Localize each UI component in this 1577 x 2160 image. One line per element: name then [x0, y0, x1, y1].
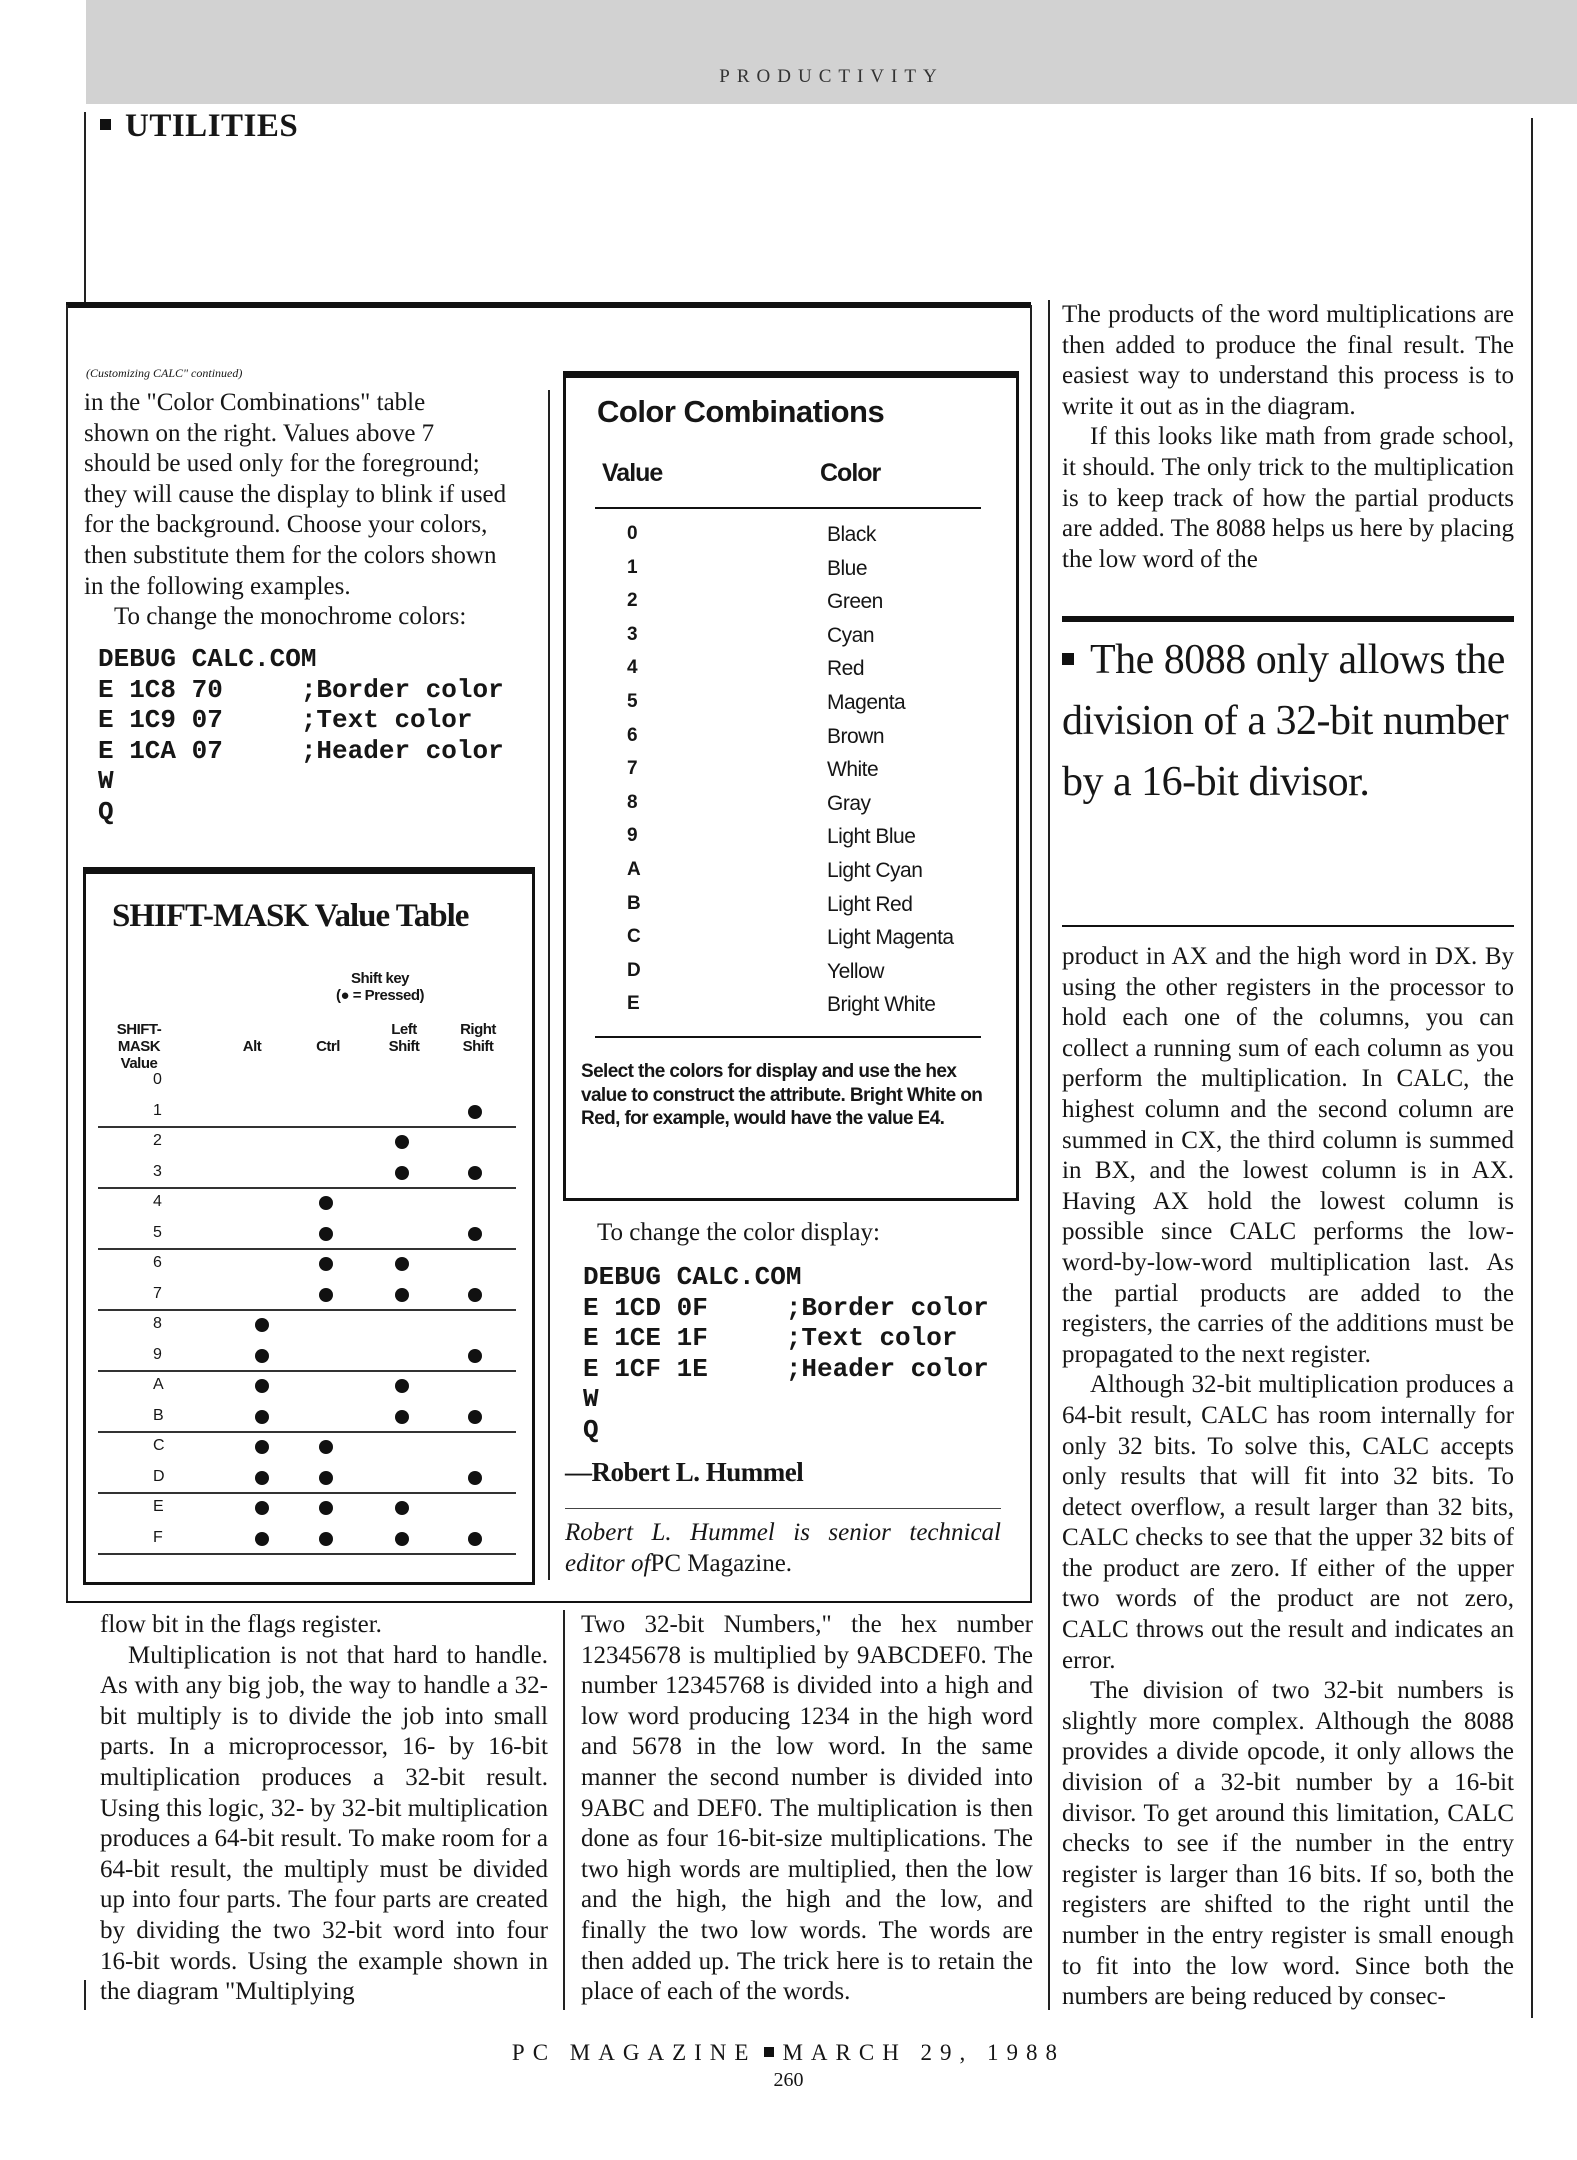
col-header-ctrl: Ctrl [316, 1038, 340, 1055]
bio-text: Robert L. Hummel is senior technical editor of [565, 1519, 1001, 1577]
pressed-dot-icon [468, 1288, 482, 1302]
paragraph: The division of two 32-bit numbers is slightly more complex. Although the 8088 provides a divide opcode, it only allows the division of a 32-bit number by a 16-bit divisor. To get around this limitation, CALC checks to see if the number in the entry register is larger than 16 bits. If so, both the registers are shifted to the right until the number in the entry register is small enough to fit into the low word. Since both the numbers are being reduced by consec- [1062, 1677, 1514, 2011]
color-intro: To change the color display: [597, 1219, 880, 1246]
pressed-dot-icon [255, 1379, 269, 1393]
code-line: W [583, 1384, 599, 1414]
page-number: 260 [773, 2069, 804, 2091]
color-table-row [590, 926, 1010, 960]
pressed-dot-icon [468, 1166, 482, 1180]
shift-mask-row [98, 1340, 516, 1371]
shift-mask-value: F [153, 1528, 163, 1546]
continued-label: (Customizing CALC" continued) [86, 366, 243, 380]
code-line: DEBUG CALC.COM [583, 1262, 802, 1292]
shift-mask-value: 9 [153, 1345, 162, 1363]
code-line: Q [583, 1414, 599, 1445]
shift-mask-row [98, 1065, 516, 1096]
color-table-header-rule [595, 507, 981, 509]
bio-publication: PC Magazine. [650, 1549, 793, 1577]
shift-mask-value: E [153, 1498, 164, 1515]
col-header-line: Shift [388, 1038, 420, 1055]
left-column-bottom [100, 1610, 548, 2008]
pressed-dot-icon [319, 1532, 333, 1546]
shift-mask-row [98, 1462, 516, 1493]
sidebar-bottom-rule [66, 1601, 1032, 1603]
group-header-line: (● = Pressed) [335, 987, 425, 1004]
color-name: Cyan [827, 623, 875, 647]
code-line: E 1C8 70 ;Border color [98, 674, 504, 705]
color-table-footer-rule [595, 1036, 981, 1038]
pressed-dot-icon [255, 1349, 269, 1363]
col-header-line: Shift [462, 1038, 494, 1055]
code-line: E 1CF 1E ;Header color [583, 1353, 989, 1384]
shift-mask-row [98, 1248, 516, 1279]
mono-intro: To change the monochrome colors: [114, 603, 467, 631]
shift-mask-row [98, 1157, 516, 1188]
pressed-dot-icon [319, 1471, 333, 1485]
color-value: 7 [627, 758, 638, 780]
shift-mask-row [98, 1309, 516, 1340]
color-name: Brown [827, 724, 885, 748]
author-signature: —Robert L. Hummel [565, 1457, 804, 1487]
color-value: 1 [627, 556, 638, 578]
pressed-dot-icon [319, 1440, 333, 1454]
shift-mask-value: 2 [153, 1132, 162, 1149]
color-table-row [590, 859, 1010, 893]
section-header-band [86, 0, 1577, 104]
pressed-dot-icon [319, 1227, 333, 1241]
shift-mask-row [98, 1187, 516, 1218]
pressed-dot-icon [468, 1349, 482, 1363]
sidebar-column-rule [548, 390, 550, 1580]
color-name: Blue [827, 556, 868, 580]
author-bio [565, 1518, 1001, 1579]
intro-line: shown on the right. Values above 7 [84, 419, 435, 447]
intro-line: for the background. Choose your colors, [84, 511, 488, 539]
bullet-square-icon [100, 119, 111, 130]
pressed-dot-icon [468, 1532, 482, 1546]
pressed-dot-icon [255, 1318, 269, 1332]
col-header-line: Left [391, 1021, 417, 1038]
shift-mask-value: C [153, 1437, 165, 1454]
mono-code-block [98, 644, 504, 827]
col-header-line: Right [460, 1021, 496, 1038]
code-line: E 1CE 1F ;Text color [583, 1323, 958, 1353]
sidebar-intro [84, 388, 516, 633]
shift-mask-row [98, 1126, 516, 1157]
color-table-header-value: Value [602, 459, 663, 487]
right-column-top [1062, 300, 1514, 575]
shift-mask-value: D [153, 1467, 165, 1485]
col-header-line: Value [120, 1055, 158, 1072]
paragraph: Two 32-bit Numbers," the hex number 12345678 is multiplied by 9ABCDEF0. The number 12345768 is divided into a high and low word producing 1234 in the high word and 5678 in the low word. In the same manner the second number is divided into 9ABC and DEF0. The multiplication is then done as four 16-bit-size multiplications. The two high words are multiplied, then the low and the high, the high and the low, and finally the two low words. The words are then added up. The trick here is to retain the place of each of the words. [581, 1611, 1033, 2006]
color-value: D [627, 959, 641, 981]
shift-key-group-header [300, 970, 460, 1004]
pressed-dot-icon [255, 1410, 269, 1424]
shift-mask-table-title: SHIFT-MASK Value Table [112, 898, 469, 934]
col-header-right-shift [453, 1021, 503, 1055]
shift-mask-group-rule [98, 1553, 516, 1555]
pull-quote [1062, 630, 1512, 813]
color-name: Light Blue [827, 825, 916, 849]
color-name: Green [827, 590, 883, 614]
pressed-dot-icon [395, 1501, 409, 1515]
intro-line: they will cause the display to blink if used [84, 480, 507, 508]
shift-mask-row [98, 1492, 516, 1523]
paragraph: Although 32-bit multiplication produces a 64-bit result, CALC has room internally for only 32 bits. To solve this, CALC accepts only results that will fit into 32 bits. To detect overflow, a result larger than 32 bits, CALC checks to see that the upper 32 bits of the product are zero. If either of the upper two words of the product are not zero, CALC throws out the result and indicates an error. [1062, 1371, 1514, 1674]
bullet-square-icon [1062, 653, 1074, 665]
group-header-line: Shift key [350, 970, 410, 987]
column-rule-middle [563, 1610, 565, 2010]
paragraph: If this looks like math from grade school, it should. The only trick to the multiplication is to keep track of how the partial products are added. The 8088 helps us here by placing the low word of the [1062, 423, 1514, 573]
color-table-row [590, 993, 1010, 1027]
color-value: 2 [627, 590, 638, 612]
paragraph: flow bit in the flags register. [100, 1611, 382, 1638]
color-table-row [590, 893, 1010, 927]
footer-magazine: PC MAGAZINE [511, 2040, 757, 2065]
paragraph: Multiplication is not that hard to handle. As with any big job, the way to handle a 32-bit multiply is to divide the job into small parts. In a microprocessor, 16- by 16-bit multiplication produces a 32-bit result. Using this logic, 32- by 32-bit multiplication produces a 64-bit result. To make room for a 64-bit result, the multiply must be divided up into four parts. The four parts are created by dividing the two 32-bit word into four 16-bit words. Using the example shown in the diagram "Multiplying [100, 1641, 548, 2006]
color-value: 5 [627, 691, 638, 712]
color-table-row [590, 960, 1010, 994]
pressed-dot-icon [468, 1105, 482, 1119]
col-header-alt: Alt [242, 1038, 262, 1055]
color-code-block [583, 1262, 989, 1445]
color-name: Gray [827, 791, 871, 815]
column-rule-left-bottom [84, 1980, 86, 2010]
pressed-dot-icon [255, 1440, 269, 1454]
color-table-row [590, 691, 1010, 725]
footer-date: MARCH 29, 1988 [782, 2040, 1066, 2065]
color-table-row [590, 657, 1010, 691]
intro-line: then substitute them for the colors shown [84, 541, 497, 569]
shift-mask-row [98, 1218, 516, 1249]
pressed-dot-icon [319, 1501, 333, 1515]
paragraph: product in AX and the high word in DX. By using the other registers in the processor to hold each one of the columns, you can collect a running sum of each column as you perform the multiplication. In CALC, the highest column and the second column are summed in CX, the third column is summed in BX, and the lowest column is in AX. Having AX hold the lowest column is possible since CALC performs the low-word-by-low-word multiplication last. As the partial products are added to the registers, the carries of the additions must be propagated to the next register. [1062, 943, 1514, 1368]
pull-quote-text: The 8088 only allows the division of a 32-bit number by a 16-bit divisor. [1062, 637, 1509, 805]
shift-mask-row [98, 1279, 516, 1310]
color-value: 6 [627, 724, 638, 746]
code-line: Q [98, 796, 114, 827]
shift-mask-value: 3 [153, 1162, 162, 1180]
pressed-dot-icon [255, 1471, 269, 1485]
pressed-dot-icon [395, 1379, 409, 1393]
sidebar-top-rule [66, 302, 1031, 308]
color-table-row [590, 758, 1010, 792]
code-line: W [98, 766, 114, 796]
section-title-text: UTILITIES [125, 108, 299, 144]
color-value: 8 [627, 791, 638, 813]
color-name: Yellow [827, 959, 884, 983]
pressed-dot-icon [319, 1196, 333, 1210]
color-value: B [627, 892, 641, 914]
shift-mask-value: 5 [153, 1223, 162, 1241]
color-value: 0 [627, 523, 638, 544]
middle-column-bottom [581, 1610, 1033, 2008]
color-value: A [627, 859, 641, 880]
color-value: 4 [627, 657, 638, 679]
color-value: E [627, 993, 640, 1015]
code-line: E 1CA 07 ;Header color [98, 735, 504, 766]
color-table-row [590, 624, 1010, 658]
intro-line: should be used only for the foreground; [84, 450, 480, 478]
color-table-header-color: Color [820, 459, 881, 487]
shift-mask-value: 1 [153, 1101, 162, 1119]
pressed-dot-icon [468, 1227, 482, 1241]
pressed-dot-icon [395, 1166, 409, 1180]
color-table-row [590, 557, 1010, 591]
color-name: Bright White [827, 993, 936, 1017]
paragraph: The products of the word multiplications are then added to produce the final result. The easiest way to understand this process is to write it out as in the diagram. [1062, 301, 1514, 420]
color-table-note: Select the colors for display and use the hex value to construct the attribute. Bright White on Red, for example, would have the value E4. [581, 1061, 983, 1129]
color-table-row [590, 590, 1010, 624]
shift-mask-value: 7 [153, 1284, 162, 1302]
color-value: C [627, 926, 641, 948]
pressed-dot-icon [395, 1532, 409, 1546]
color-name: Magenta [827, 691, 906, 714]
shift-mask-value: A [153, 1376, 164, 1393]
pressed-dot-icon [395, 1135, 409, 1149]
color-name: Light Cyan [827, 859, 923, 882]
color-name: Red [827, 657, 865, 681]
column-rule-right [1048, 300, 1050, 2010]
pressed-dot-icon [395, 1410, 409, 1424]
right-margin-rule [1531, 118, 1533, 2018]
pressed-dot-icon [319, 1288, 333, 1302]
sidebar-left-rule [66, 305, 68, 1603]
shift-mask-row [98, 1096, 516, 1127]
bio-rule [565, 1508, 1001, 1509]
pressed-dot-icon [319, 1257, 333, 1271]
pressed-dot-icon [395, 1288, 409, 1302]
color-table-row [590, 825, 1010, 859]
color-table-row [590, 523, 1010, 557]
color-table-row [590, 792, 1010, 826]
section-title [100, 108, 298, 145]
code-line: E 1CD 0F ;Border color [583, 1292, 989, 1323]
shift-mask-row [98, 1401, 516, 1432]
pressed-dot-icon [255, 1501, 269, 1515]
shift-mask-value: B [153, 1406, 164, 1424]
color-name: Black [827, 523, 876, 546]
sidebar-right-rule [1030, 305, 1032, 1603]
intro-line: in the following examples. [84, 572, 351, 600]
shift-mask-value: 8 [153, 1315, 162, 1332]
shift-mask-row [98, 1431, 516, 1462]
pressed-dot-icon [468, 1410, 482, 1424]
code-line: E 1C9 07 ;Text color [98, 705, 473, 735]
color-name: Light Red [827, 892, 913, 916]
pull-quote-bottom-rule [1062, 925, 1514, 927]
color-value: 9 [627, 825, 638, 847]
section-band-label: PRODUCTIVITY [719, 66, 944, 87]
pressed-dot-icon [468, 1471, 482, 1485]
color-name: White [827, 758, 879, 782]
color-table-row [590, 725, 1010, 759]
shift-mask-row [98, 1370, 516, 1401]
pull-quote-top-rule [1062, 616, 1514, 622]
pressed-dot-icon [395, 1257, 409, 1271]
bullet-square-icon [764, 2047, 774, 2057]
intro-line: in the "Color Combinations" table [84, 389, 426, 416]
color-table-title: Color Combinations [597, 394, 885, 429]
shift-mask-value: 4 [153, 1193, 162, 1210]
left-margin-rule [84, 112, 86, 302]
page-footer [0, 2040, 1577, 2066]
right-column-bottom [1062, 942, 1514, 2013]
color-name: Light Magenta [827, 926, 954, 950]
shift-mask-value: 0 [153, 1071, 162, 1088]
shift-mask-value: 6 [153, 1254, 162, 1271]
code-line: DEBUG CALC.COM [98, 644, 317, 674]
col-header-line: SHIFT-MASK [116, 1021, 162, 1055]
pressed-dot-icon [255, 1532, 269, 1546]
color-value: 3 [627, 623, 638, 645]
col-header-left-shift [380, 1021, 428, 1055]
shift-mask-row [98, 1523, 516, 1554]
